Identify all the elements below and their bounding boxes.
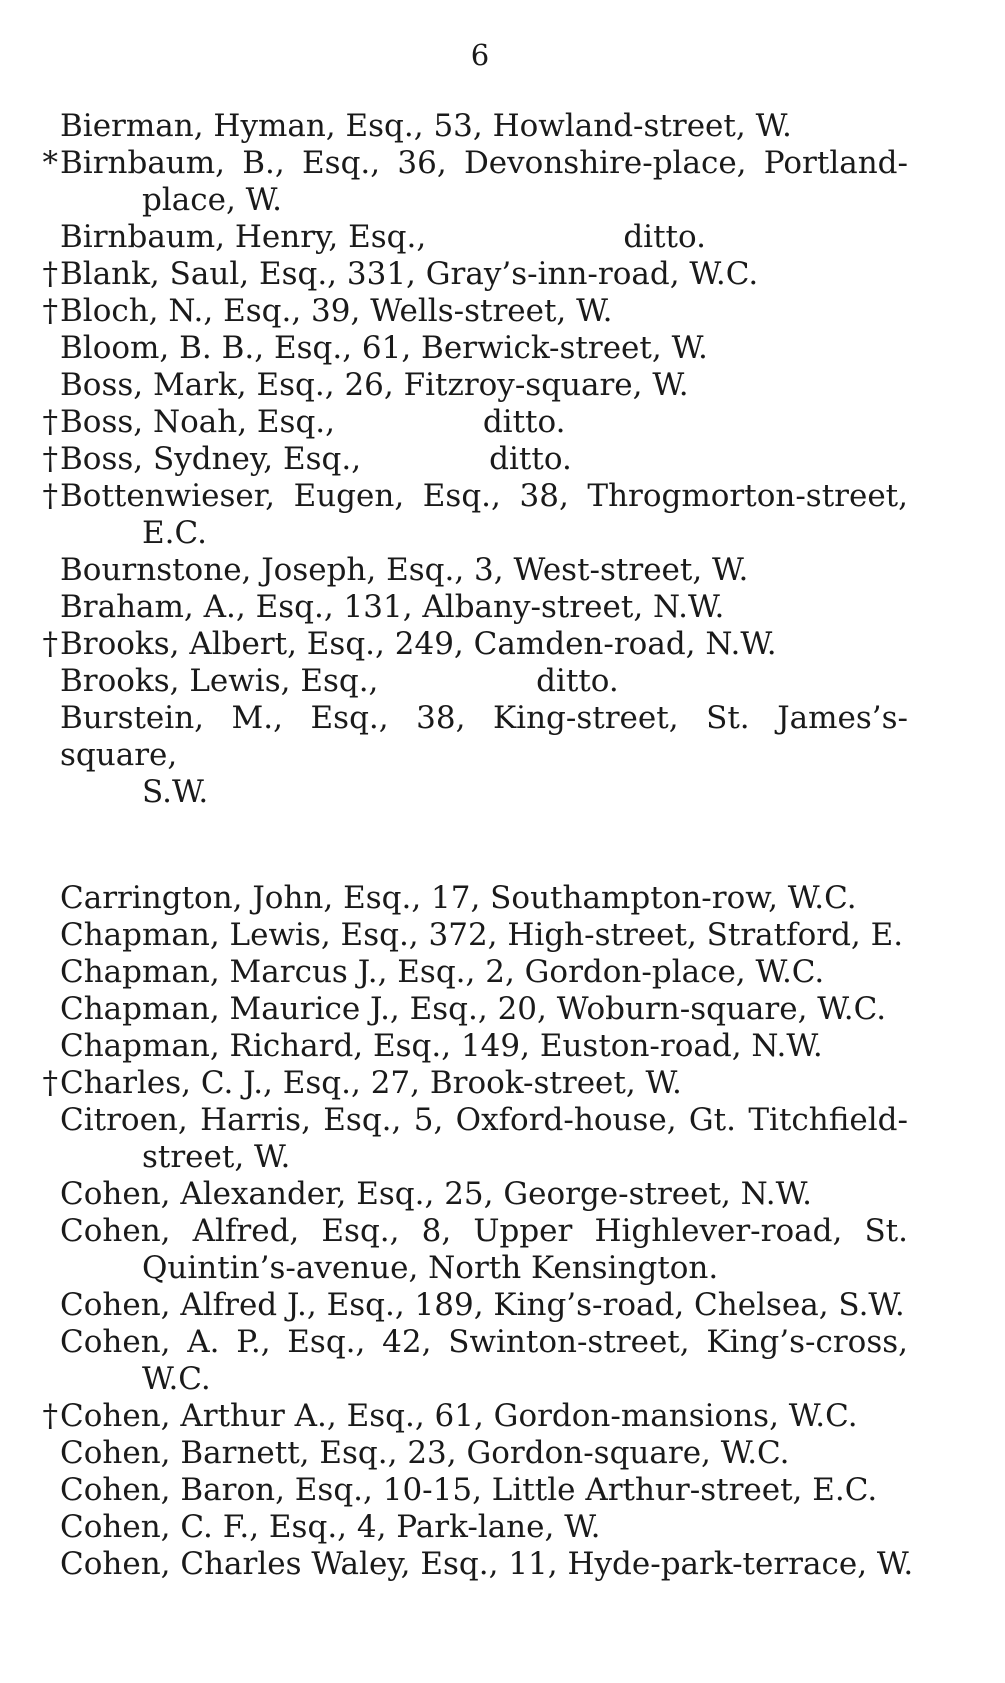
entry-mark: † [42, 441, 58, 477]
list-entry [20, 700, 950, 811]
entry-text: Bottenwieser, Eugen, Esq., 38, Throgmorton-street, [60, 478, 908, 514]
list-entry [20, 1102, 950, 1176]
entry-text: Boss, Noah, Esq., ditto. [60, 404, 566, 440]
entry-mark: † [42, 293, 58, 329]
entry-text: Birnbaum, Henry, Esq., ditto. [60, 219, 706, 255]
list-entry [20, 1472, 950, 1509]
list-entry [20, 293, 950, 330]
list-entry [20, 954, 950, 991]
list-entry [20, 880, 950, 917]
list-entry [20, 441, 950, 478]
list-entry [20, 1398, 950, 1435]
entry-text: Bournstone, Joseph, Esq., 3, West-street, W. [60, 552, 749, 588]
list-entry [20, 1435, 950, 1472]
entry-text: Cohen, Alfred J., Esq., 189, King’s-road, Chelsea, S.W. [60, 1287, 905, 1323]
entry-continuation: place, W. [142, 182, 282, 218]
entry-mark: † [42, 1398, 58, 1434]
list-entry [20, 626, 950, 663]
entry-text: Charles, C. J., Esq., 27, Brook-street, W. [60, 1065, 682, 1101]
list-entry [20, 478, 950, 552]
list-entry [20, 145, 950, 219]
entry-continuation: street, W. [142, 1139, 291, 1175]
list-entry [20, 991, 950, 1028]
entry-text: Cohen, Alexander, Esq., 25, George-street, N.W. [60, 1176, 812, 1212]
entry-text: Burstein, M., Esq., 38, King-street, St. James’s-square, [60, 700, 908, 773]
list-entry [20, 219, 950, 256]
list-entry [20, 1028, 950, 1065]
entry-mark: † [42, 256, 58, 292]
list-entry [20, 589, 950, 626]
entry-text: Chapman, Richard, Esq., 149, Euston-road, N.W. [60, 1028, 823, 1064]
entry-text: Chapman, Maurice J., Esq., 20, Woburn-square, W.C. [60, 991, 887, 1027]
list-entry [20, 1176, 950, 1213]
entry-mark: † [42, 478, 58, 514]
entry-text: Boss, Mark, Esq., 26, Fitzroy-square, W. [60, 367, 689, 403]
entry-text: Cohen, Alfred, Esq., 8, Upper Highlever-road, St. [60, 1213, 908, 1249]
entry-text: Cohen, A. P., Esq., 42, Swinton-street, King’s-cross, [60, 1324, 908, 1360]
entry-text: Cohen, C. F., Esq., 4, Park-lane, W. [60, 1509, 601, 1545]
entry-text: Chapman, Lewis, Esq., 372, High-street, Stratford, E. [60, 917, 904, 953]
list-entry [20, 256, 950, 293]
entry-continuation: Quintin’s-avenue, North Kensington. [142, 1250, 719, 1286]
list-entry [20, 1546, 950, 1583]
list-entry [20, 1065, 950, 1102]
list-entry [20, 1213, 950, 1287]
entry-text: Brooks, Lewis, Esq., ditto. [60, 663, 619, 699]
entry-text: Carrington, John, Esq., 17, Southampton-row, W.C. [60, 880, 857, 916]
entry-text: Bloom, B. B., Esq., 61, Berwick-street, W. [60, 330, 708, 366]
list-section-b-names [20, 108, 950, 811]
list-entry [20, 1509, 950, 1546]
entry-mark: † [42, 404, 58, 440]
entry-text: Blank, Saul, Esq., 331, Gray’s-inn-road, W.C. [60, 256, 759, 292]
page-number: 6 [470, 38, 490, 72]
entry-text: Brooks, Albert, Esq., 249, Camden-road, N.W. [60, 626, 777, 662]
list-entry [20, 552, 950, 589]
entry-mark: * [42, 145, 58, 181]
entry-text: Braham, A., Esq., 131, Albany-street, N.W. [60, 589, 725, 625]
list-entry [20, 1287, 950, 1324]
entry-continuation: W.C. [142, 1361, 211, 1397]
entry-text: Bierman, Hyman, Esq., 53, Howland-street, W. [60, 108, 792, 144]
list-section-c-names [20, 880, 950, 1583]
entry-text: Birnbaum, B., Esq., 36, Devonshire-place, Portland- [60, 145, 908, 181]
entry-continuation: S.W. [142, 774, 209, 810]
list-entry [20, 1324, 950, 1398]
entry-continuation: E.C. [142, 515, 207, 551]
entry-text: Cohen, Baron, Esq., 10-15, Little Arthur-street, E.C. [60, 1472, 878, 1508]
entry-text: Cohen, Barnett, Esq., 23, Gordon-square, W.C. [60, 1435, 790, 1471]
entry-text: Chapman, Marcus J., Esq., 2, Gordon-place, W.C. [60, 954, 825, 990]
entry-text: Cohen, Arthur A., Esq., 61, Gordon-mansions, W.C. [60, 1398, 858, 1434]
list-entry [20, 367, 950, 404]
entry-text: Boss, Sydney, Esq., ditto. [60, 441, 572, 477]
entry-mark: † [42, 1065, 58, 1101]
list-entry [20, 108, 950, 145]
list-entry [20, 917, 950, 954]
entry-text: Citroen, Harris, Esq., 5, Oxford-house, Gt. Titchfield- [60, 1102, 908, 1138]
list-entry [20, 330, 950, 367]
entry-mark: † [42, 626, 58, 662]
list-entry [20, 404, 950, 441]
list-entry [20, 663, 950, 700]
entry-text: Cohen, Charles Waley, Esq., 11, Hyde-park-terrace, W. [60, 1546, 914, 1582]
entry-text: Bloch, N., Esq., 39, Wells-street, W. [60, 293, 613, 329]
